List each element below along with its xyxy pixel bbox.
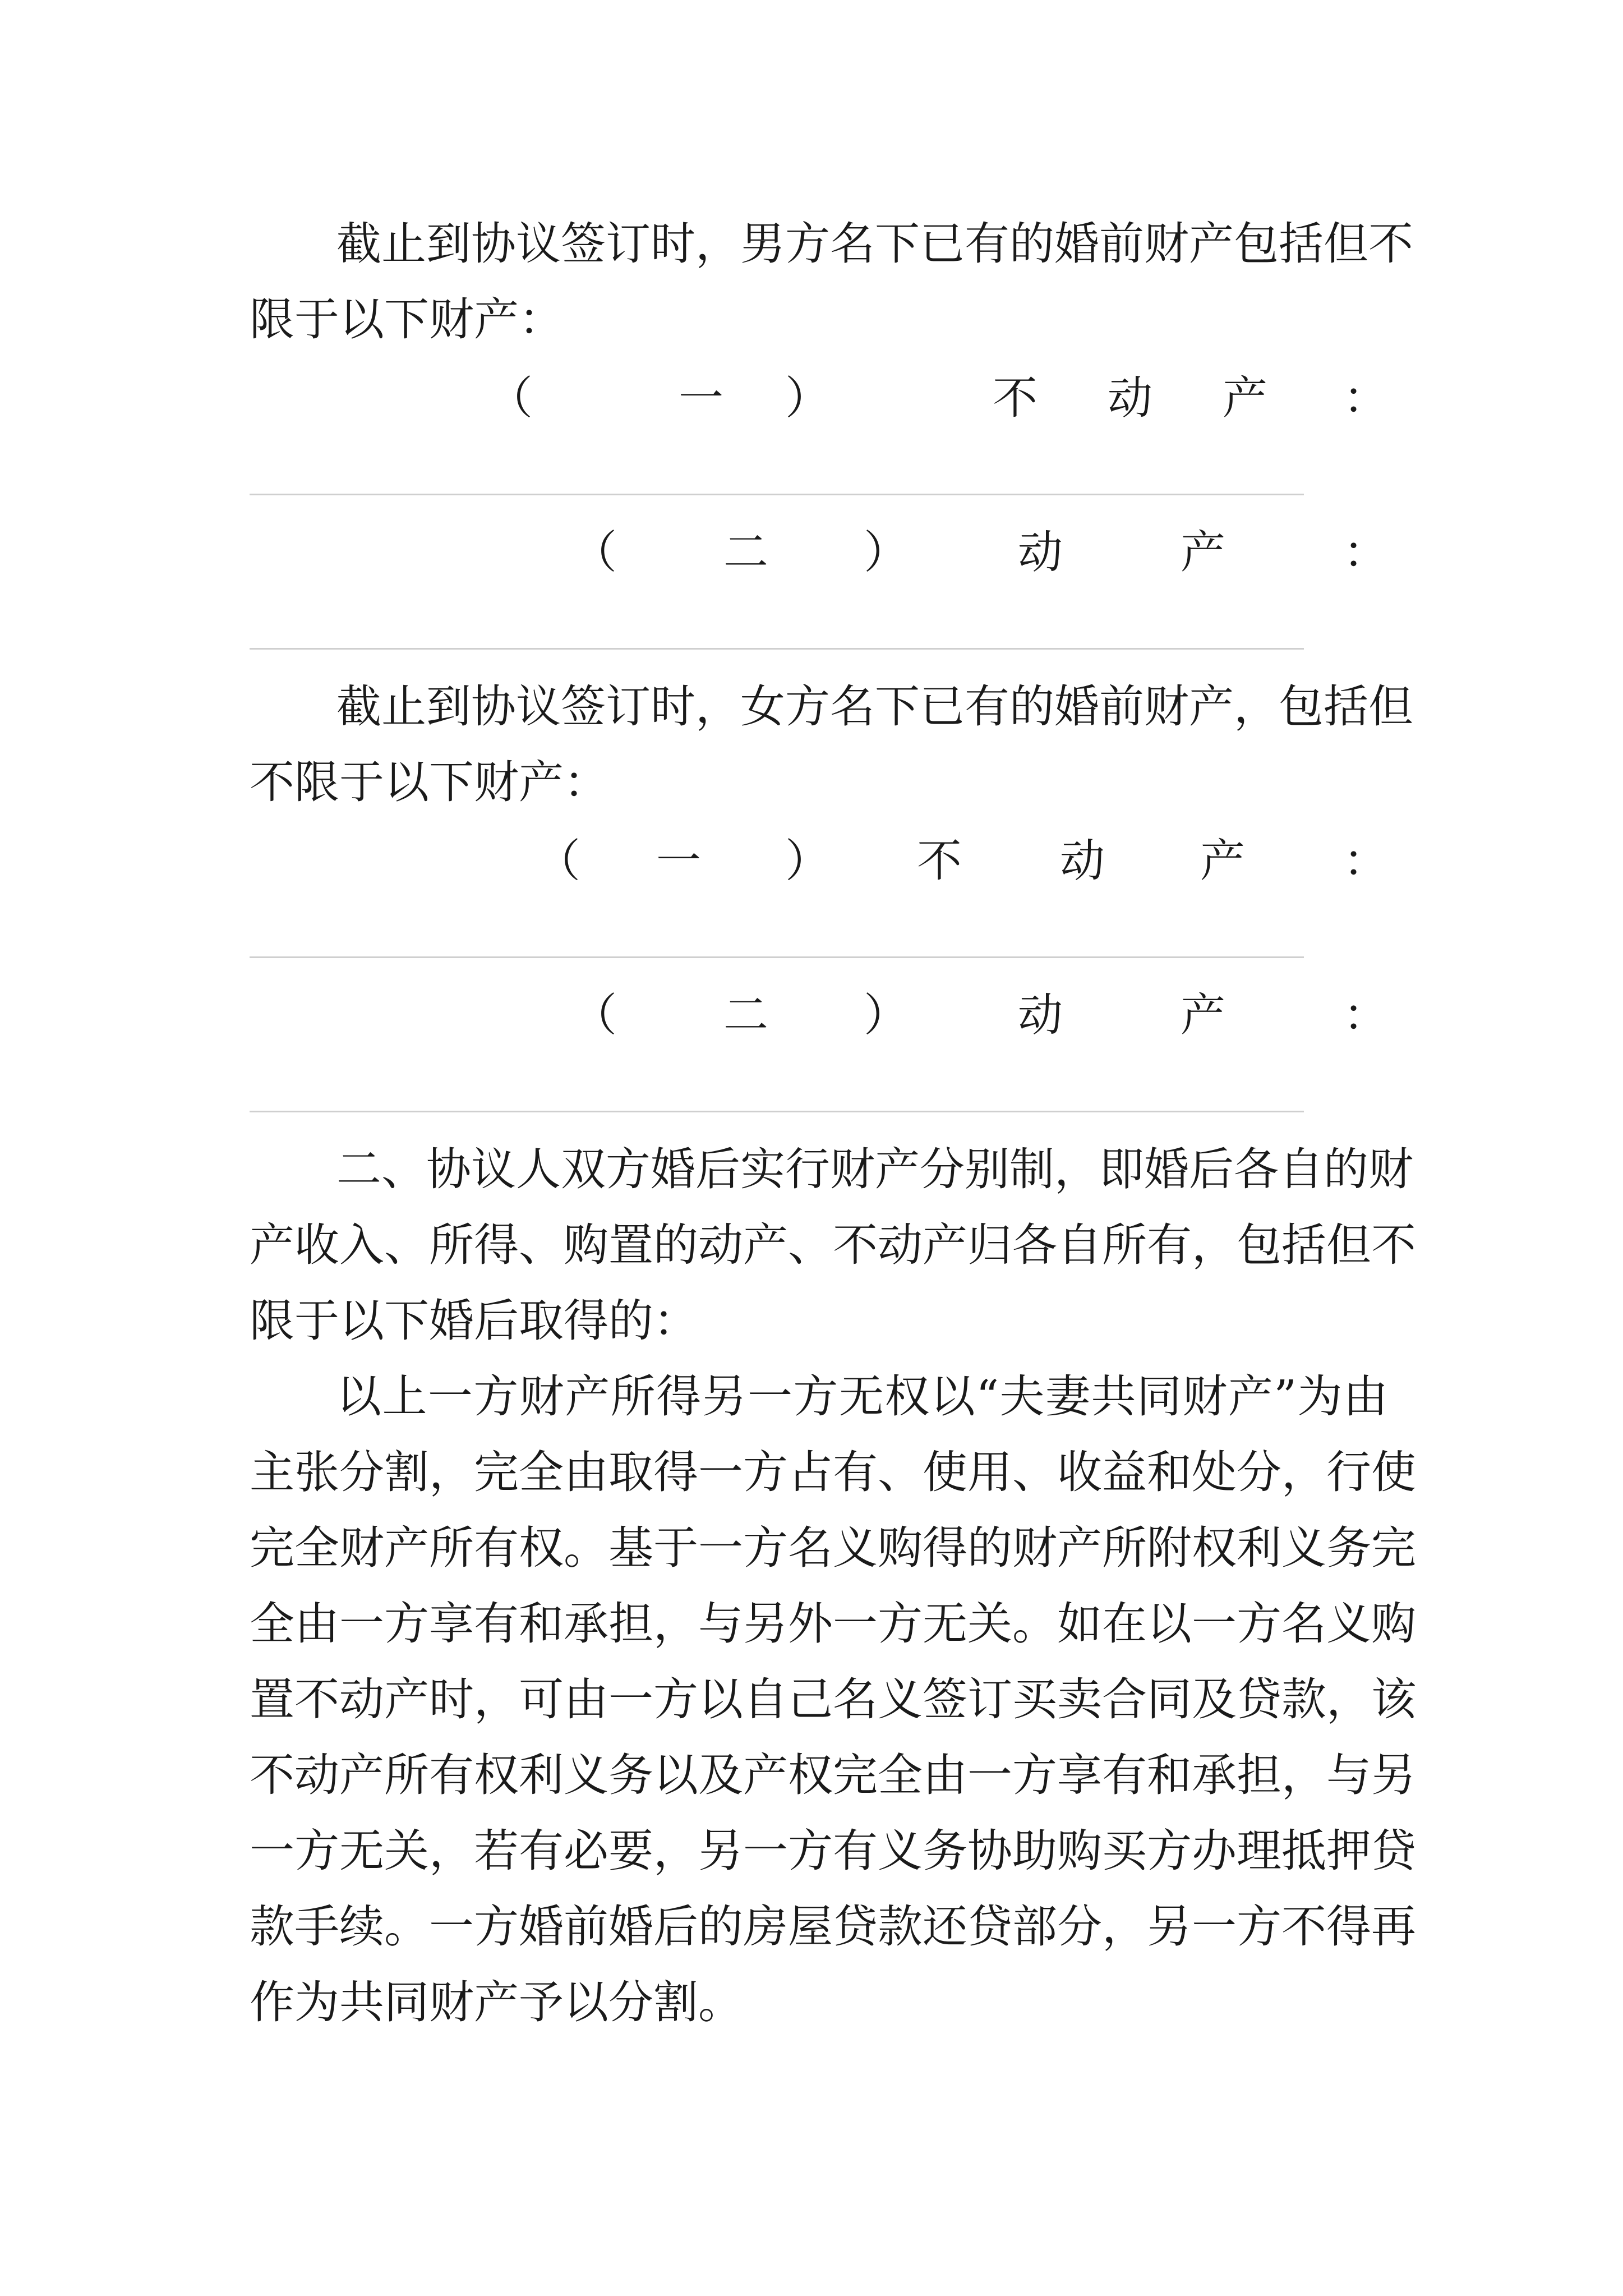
number-one: 一 [656, 835, 701, 887]
paren-close: ） [785, 835, 830, 887]
fill-in-blank-line [250, 648, 1304, 650]
section3-line-1: 以上一方财产所得另一方无权以“夫妻共同财产”为由 [336, 1370, 1388, 1423]
paren-close: ） [785, 372, 830, 424]
char-chan: 产 [1223, 372, 1267, 424]
colon: ： [1343, 835, 1388, 887]
section3-line-3: 完全财产所有权。基于一方名义购得的财产所附权利义务完 [250, 1522, 1416, 1574]
number-one: 一 [679, 372, 723, 424]
female-movable-heading [0, 987, 1623, 1043]
char-bu: 不 [917, 835, 962, 887]
paren-open: （ [572, 526, 617, 578]
fill-in-blank-line [250, 494, 1304, 495]
female-intro-line-2: 不限于以下财产： [250, 756, 608, 808]
section3-line-2: 主张分割，完全由取得一方占有、使用、收益和处分，行使 [250, 1446, 1416, 1498]
male-movable-heading [0, 524, 1623, 581]
char-dong: 动 [1018, 526, 1063, 578]
section3-line-7: 一方无关，若有必要，另一方有义务协助购买方办理抵押贷 [250, 1825, 1416, 1877]
colon: ： [1343, 989, 1388, 1041]
char-dong: 动 [1108, 372, 1152, 424]
section3-line-6: 不动产所有权利义务以及产权完全由一方享有和承担，与另 [250, 1749, 1416, 1801]
male-intro-line-1: 截止到协议签订时，男方名下已有的婚前财产包括但不 [336, 218, 1413, 270]
paren-close: ） [864, 526, 909, 578]
char-dong: 动 [1060, 835, 1105, 887]
female-real-estate-heading [0, 833, 1623, 889]
number-two: 二 [723, 989, 768, 1041]
section3-line-4: 全由一方享有和承担，与另外一方无关。如在以一方名义购 [250, 1598, 1416, 1650]
paren-open: （ [488, 372, 533, 424]
female-intro-line-1: 截止到协议签订时，女方名下已有的婚前财产，包括但 [336, 680, 1413, 733]
char-chan: 产 [1181, 526, 1225, 578]
section3-line-8: 款手续。一方婚前婚后的房屋贷款还贷部分，另一方不得再 [250, 1901, 1416, 1953]
colon: ： [1343, 526, 1388, 578]
number-two: 二 [723, 526, 768, 578]
paren-open: （ [536, 835, 580, 887]
section3-line-5: 置不动产时，可由一方以自己名义签订买卖合同及贷款，该 [250, 1673, 1416, 1726]
section2-line-3: 限于以下婚后取得的： [250, 1295, 698, 1347]
section3-line-9: 作为共同财产予以分割。 [250, 1976, 743, 2028]
colon: ： [1343, 372, 1388, 424]
section2-line-2: 产收入、所得、购置的动产、不动产归各自所有，包括但不 [250, 1219, 1416, 1271]
fill-in-blank-line [250, 1111, 1304, 1112]
fill-in-blank-line [250, 956, 1304, 958]
male-intro-line-2: 限于以下财产： [250, 293, 564, 346]
char-dong: 动 [1018, 989, 1063, 1041]
section2-line-1: 二、协议人双方婚后实行财产分别制，即婚后各自的财 [336, 1143, 1413, 1195]
char-chan: 产 [1200, 835, 1245, 887]
char-bu: 不 [993, 372, 1038, 424]
male-real-estate-heading [0, 370, 1623, 426]
paren-open: （ [572, 989, 617, 1041]
paren-close: ） [864, 989, 909, 1041]
char-chan: 产 [1181, 989, 1225, 1041]
